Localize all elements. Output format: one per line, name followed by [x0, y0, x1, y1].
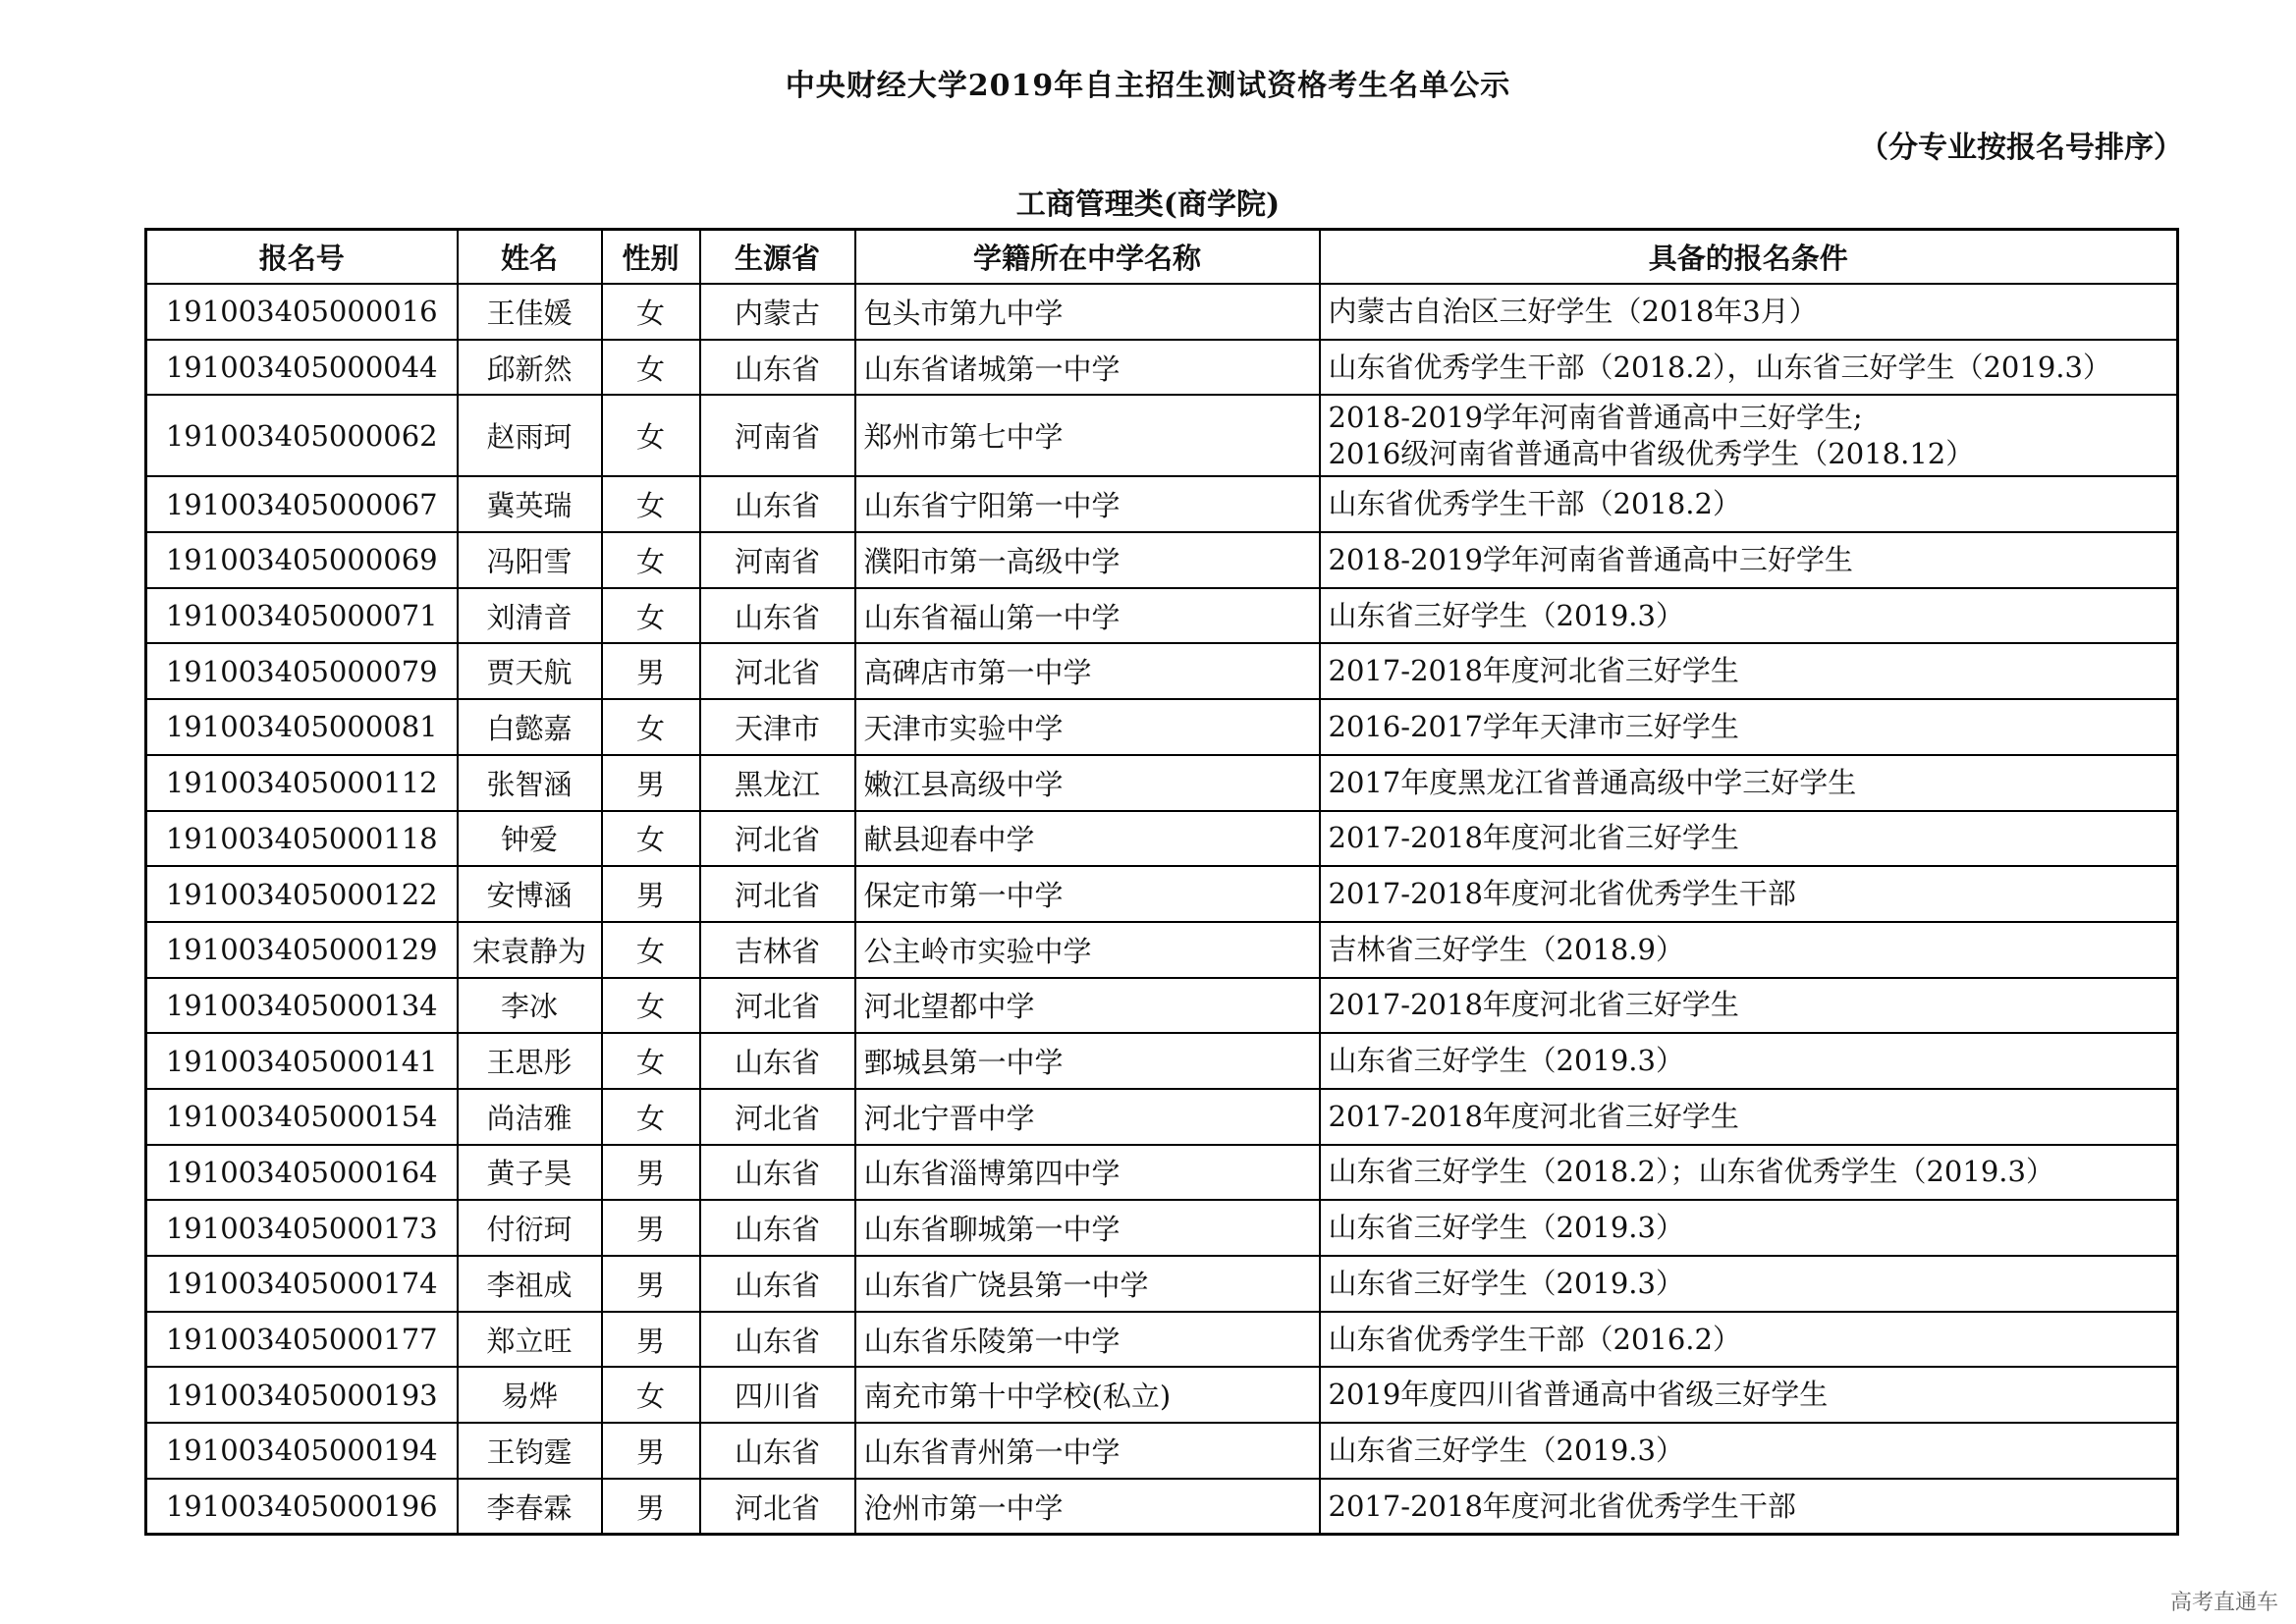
school-name: 保定市第一中学 — [855, 866, 1320, 922]
table-row — [146, 284, 2178, 340]
student-sex: 女 — [602, 1089, 700, 1145]
registration-no: 191003405000112 — [146, 755, 458, 811]
eligibility-condition — [1320, 1367, 2178, 1423]
registration-no: 191003405000177 — [146, 1312, 458, 1368]
source-province: 河北省 — [700, 811, 855, 867]
student-name: 李春霖 — [458, 1479, 602, 1535]
table-row — [146, 1033, 2178, 1089]
condition-line: 山东省优秀学生干部（2018.2） — [1328, 487, 1741, 521]
student-name: 李冰 — [458, 978, 602, 1034]
registration-no: 191003405000016 — [146, 284, 458, 340]
condition-line: 山东省三好学生（2019.3） — [1328, 1433, 1684, 1467]
condition-line: 山东省优秀学生干部（2018.2），山东省三好学生（2019.3） — [1328, 350, 2111, 384]
student-sex: 男 — [602, 643, 700, 699]
student-sex: 女 — [602, 284, 700, 340]
eligibility-condition — [1320, 1312, 2178, 1368]
student-sex: 女 — [602, 532, 700, 588]
student-name: 刘清音 — [458, 588, 602, 644]
registration-no: 191003405000129 — [146, 922, 458, 978]
registration-no: 191003405000193 — [146, 1367, 458, 1423]
student-name: 付衍珂 — [458, 1200, 602, 1256]
header-province: 生源省 — [700, 230, 855, 285]
table-row — [146, 699, 2178, 755]
header-sex: 性别 — [602, 230, 700, 285]
school-name: 南充市第十中学校(私立) — [855, 1367, 1320, 1423]
table-header-row — [146, 230, 2178, 285]
school-name: 山东省福山第一中学 — [855, 588, 1320, 644]
registration-no: 191003405000067 — [146, 476, 458, 532]
student-name: 尚洁雅 — [458, 1089, 602, 1145]
student-sex: 男 — [602, 1423, 700, 1479]
table-row — [146, 395, 2178, 476]
registration-no: 191003405000194 — [146, 1423, 458, 1479]
school-name: 山东省淄博第四中学 — [855, 1145, 1320, 1201]
student-sex: 女 — [602, 476, 700, 532]
sort-note: （分专业按报名号排序） — [1859, 131, 2183, 165]
section-heading: 工商管理类(商学院) — [1015, 188, 1281, 222]
student-name: 冀英瑞 — [458, 476, 602, 532]
source-province: 河南省 — [700, 395, 855, 476]
eligibility-condition — [1320, 588, 2178, 644]
student-sex: 男 — [602, 866, 700, 922]
student-sex: 男 — [602, 1312, 700, 1368]
condition-line: 山东省三好学生（2019.3） — [1328, 598, 1684, 632]
registration-no: 191003405000173 — [146, 1200, 458, 1256]
source-province: 天津市 — [700, 699, 855, 755]
student-sex: 男 — [602, 755, 700, 811]
eligibility-condition — [1320, 1033, 2178, 1089]
eligibility-condition — [1320, 755, 2178, 811]
eligibility-condition — [1320, 866, 2178, 922]
header-condition: 具备的报名条件 — [1320, 230, 2178, 285]
eligibility-condition — [1320, 476, 2178, 532]
table-row — [146, 1200, 2178, 1256]
eligibility-condition — [1320, 284, 2178, 340]
school-name: 河北宁晋中学 — [855, 1089, 1320, 1145]
table-row — [146, 922, 2178, 978]
eligibility-condition — [1320, 1423, 2178, 1479]
candidate-table — [144, 228, 2179, 1536]
condition-line: 吉林省三好学生（2018.9） — [1328, 932, 1684, 966]
condition-line: 山东省三好学生（2019.3） — [1328, 1266, 1684, 1300]
student-name: 张智涵 — [458, 755, 602, 811]
source-province: 山东省 — [700, 588, 855, 644]
source-province: 山东省 — [700, 1423, 855, 1479]
student-name: 黄子昊 — [458, 1145, 602, 1201]
table-row — [146, 1367, 2178, 1423]
school-name: 嫩江县高级中学 — [855, 755, 1320, 811]
student-name: 安博涵 — [458, 866, 602, 922]
table-row — [146, 1312, 2178, 1368]
eligibility-condition — [1320, 643, 2178, 699]
student-sex: 女 — [602, 340, 700, 396]
student-sex: 女 — [602, 1367, 700, 1423]
source-province: 河北省 — [700, 978, 855, 1034]
registration-no: 191003405000079 — [146, 643, 458, 699]
condition-line: 山东省优秀学生干部（2016.2） — [1328, 1322, 1741, 1356]
registration-no: 191003405000069 — [146, 532, 458, 588]
eligibility-condition — [1320, 811, 2178, 867]
school-name: 沧州市第一中学 — [855, 1479, 1320, 1535]
eligibility-condition — [1320, 1200, 2178, 1256]
condition-line: 2017-2018年度河北省三好学生 — [1328, 1099, 1739, 1133]
school-name: 山东省青州第一中学 — [855, 1423, 1320, 1479]
eligibility-condition — [1320, 340, 2178, 396]
source-province: 河北省 — [700, 1479, 855, 1535]
source-province: 四川省 — [700, 1367, 855, 1423]
header-school: 学籍所在中学名称 — [855, 230, 1320, 285]
condition-line: 内蒙古自治区三好学生（2018年3月） — [1328, 294, 1818, 328]
table-row — [146, 978, 2178, 1034]
registration-no: 191003405000154 — [146, 1089, 458, 1145]
registration-no: 191003405000141 — [146, 1033, 458, 1089]
condition-line: 2017-2018年度河北省三好学生 — [1328, 654, 1739, 688]
registration-no: 191003405000044 — [146, 340, 458, 396]
student-sex: 女 — [602, 1033, 700, 1089]
student-name: 郑立旺 — [458, 1312, 602, 1368]
registration-no: 191003405000081 — [146, 699, 458, 755]
eligibility-condition — [1320, 922, 2178, 978]
eligibility-condition — [1320, 532, 2178, 588]
school-name: 山东省诸城第一中学 — [855, 340, 1320, 396]
table-row — [146, 755, 2178, 811]
source-province: 内蒙古 — [700, 284, 855, 340]
school-name: 山东省乐陵第一中学 — [855, 1312, 1320, 1368]
watermark: 高考直通车 — [2169, 1591, 2278, 1615]
student-name: 邱新然 — [458, 340, 602, 396]
page-title: 中央财经大学2019年自主招生测试资格考生名单公示 — [785, 69, 1511, 103]
registration-no: 191003405000122 — [146, 866, 458, 922]
source-province: 山东省 — [700, 1145, 855, 1201]
registration-no: 191003405000164 — [146, 1145, 458, 1201]
condition-line: 2019年度四川省普通高中省级三好学生 — [1328, 1378, 1829, 1412]
student-name: 王钧霆 — [458, 1423, 602, 1479]
condition-line: 2016级河南省普通高中省级优秀学生（2018.12） — [1328, 436, 1975, 470]
registration-no: 191003405000174 — [146, 1256, 458, 1312]
student-name: 钟爱 — [458, 811, 602, 867]
condition-line: 2018-2019学年河南省普通高中三好学生 — [1328, 542, 1853, 576]
school-name: 濮阳市第一高级中学 — [855, 532, 1320, 588]
condition-line: 2018-2019学年河南省普通高中三好学生; — [1328, 400, 1863, 434]
eligibility-condition — [1320, 1256, 2178, 1312]
source-province: 河南省 — [700, 532, 855, 588]
student-name: 宋袁静为 — [458, 922, 602, 978]
school-name: 天津市实验中学 — [855, 699, 1320, 755]
source-province: 山东省 — [700, 340, 855, 396]
student-sex: 女 — [602, 922, 700, 978]
student-sex: 男 — [602, 1200, 700, 1256]
table-body — [146, 284, 2178, 1535]
eligibility-condition — [1320, 1145, 2178, 1201]
condition-line: 2017-2018年度河北省三好学生 — [1328, 988, 1739, 1022]
table-row — [146, 1145, 2178, 1201]
student-sex: 女 — [602, 588, 700, 644]
header-name: 姓名 — [458, 230, 602, 285]
registration-no: 191003405000062 — [146, 395, 458, 476]
registration-no: 191003405000118 — [146, 811, 458, 867]
source-province: 山东省 — [700, 1256, 855, 1312]
table-row — [146, 1479, 2178, 1535]
school-name: 郑州市第七中学 — [855, 395, 1320, 476]
student-name: 赵雨珂 — [458, 395, 602, 476]
condition-line: 山东省三好学生（2018.2）；山东省优秀学生（2019.3） — [1328, 1155, 2054, 1189]
school-name: 公主岭市实验中学 — [855, 922, 1320, 978]
condition-line: 2016-2017学年天津市三好学生 — [1328, 709, 1739, 743]
eligibility-condition — [1320, 978, 2178, 1034]
student-name: 贾天航 — [458, 643, 602, 699]
table-row — [146, 1089, 2178, 1145]
source-province: 山东省 — [700, 1200, 855, 1256]
student-name: 易烨 — [458, 1367, 602, 1423]
table-row — [146, 476, 2178, 532]
source-province: 山东省 — [700, 476, 855, 532]
student-name: 冯阳雪 — [458, 532, 602, 588]
student-sex: 男 — [602, 1479, 700, 1535]
student-name: 白懿嘉 — [458, 699, 602, 755]
source-province: 黑龙江 — [700, 755, 855, 811]
student-name: 王佳媛 — [458, 284, 602, 340]
student-name: 王思彤 — [458, 1033, 602, 1089]
condition-line: 山东省三好学生（2019.3） — [1328, 1044, 1684, 1078]
header-registration-no: 报名号 — [146, 230, 458, 285]
registration-no: 191003405000196 — [146, 1479, 458, 1535]
student-sex: 女 — [602, 395, 700, 476]
eligibility-condition — [1320, 1479, 2178, 1535]
student-sex: 女 — [602, 978, 700, 1034]
source-province: 河北省 — [700, 866, 855, 922]
table-row — [146, 532, 2178, 588]
condition-line: 2017-2018年度河北省三好学生 — [1328, 821, 1739, 855]
student-sex: 女 — [602, 699, 700, 755]
table-row — [146, 1256, 2178, 1312]
condition-line: 2017年度黑龙江省普通高级中学三好学生 — [1328, 765, 1857, 799]
source-province: 河北省 — [700, 1089, 855, 1145]
eligibility-condition — [1320, 395, 2178, 476]
table-row — [146, 340, 2178, 396]
source-province: 山东省 — [700, 1312, 855, 1368]
source-province: 河北省 — [700, 643, 855, 699]
condition-line: 2017-2018年度河北省优秀学生干部 — [1328, 877, 1796, 911]
registration-no: 191003405000134 — [146, 978, 458, 1034]
school-name: 山东省聊城第一中学 — [855, 1200, 1320, 1256]
source-province: 吉林省 — [700, 922, 855, 978]
source-province: 山东省 — [700, 1033, 855, 1089]
student-sex: 男 — [602, 1256, 700, 1312]
table-row — [146, 811, 2178, 867]
school-name: 献县迎春中学 — [855, 811, 1320, 867]
school-name: 鄄城县第一中学 — [855, 1033, 1320, 1089]
school-name: 山东省宁阳第一中学 — [855, 476, 1320, 532]
condition-line: 山东省三好学生（2019.3） — [1328, 1211, 1684, 1245]
school-name: 山东省广饶县第一中学 — [855, 1256, 1320, 1312]
school-name: 包头市第九中学 — [855, 284, 1320, 340]
eligibility-condition — [1320, 1089, 2178, 1145]
table-row — [146, 588, 2178, 644]
table-row — [146, 643, 2178, 699]
school-name: 河北望都中学 — [855, 978, 1320, 1034]
registration-no: 191003405000071 — [146, 588, 458, 644]
condition-line: 2017-2018年度河北省优秀学生干部 — [1328, 1489, 1796, 1523]
table-row — [146, 866, 2178, 922]
student-sex: 女 — [602, 811, 700, 867]
student-sex: 男 — [602, 1145, 700, 1201]
school-name: 高碑店市第一中学 — [855, 643, 1320, 699]
table-row — [146, 1423, 2178, 1479]
eligibility-condition — [1320, 699, 2178, 755]
student-name: 李祖成 — [458, 1256, 602, 1312]
